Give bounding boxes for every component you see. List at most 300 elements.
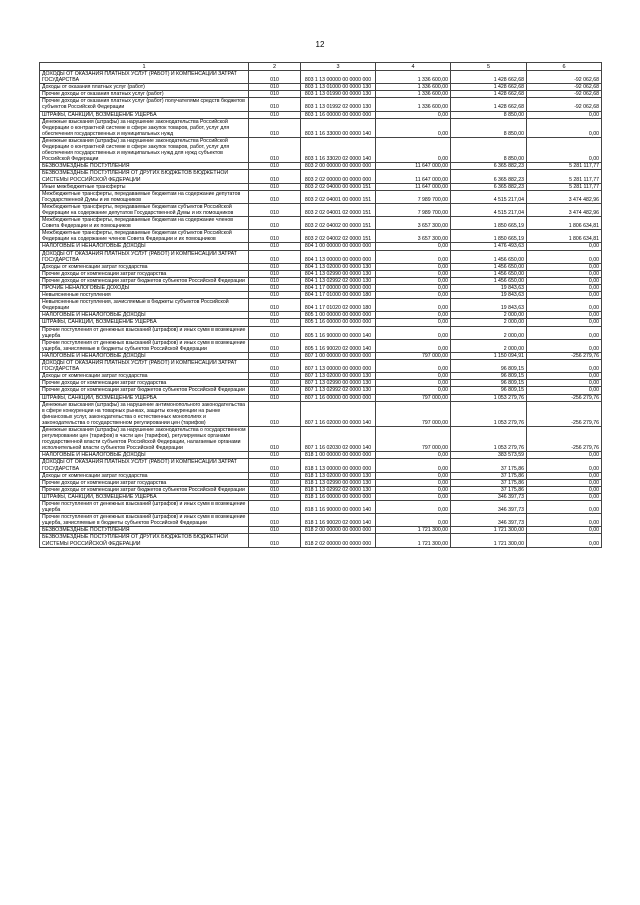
row-name: НАЛОГОВЫЕ И НЕНАЛОГОВЫЕ ДОХОДЫ xyxy=(40,243,249,250)
row-line-code: 010 xyxy=(249,339,301,352)
row-budget-code: 818 1 13 02992 02 0000 130 xyxy=(301,486,376,493)
row-budget-code: 818 2 00 00000 00 0000 000 xyxy=(301,527,376,534)
row-name: Межбюджетные трансферты, передаваемые бюджетам на содержание депутатов Государственной Думы и их помощников xyxy=(40,190,249,203)
row-unexecuted: 1 806 634,81 xyxy=(527,217,602,230)
row-unexecuted: 0,00 xyxy=(527,493,602,500)
row-approved: 797 000,00 xyxy=(376,352,451,359)
row-approved: 11 647 000,00 xyxy=(376,183,451,190)
row-budget-code: 804 1 17 00000 00 0000 000 xyxy=(301,285,376,292)
row-executed: 4 515 217,04 xyxy=(451,203,527,216)
row-executed: 96 809,15 xyxy=(451,360,527,373)
row-executed: 1 456 650,00 xyxy=(451,250,527,263)
table-row xyxy=(40,319,602,326)
table-row xyxy=(40,514,602,527)
row-name: Прочие поступления от денежных взысканий (штрафов) и иных сумм в возмещение ущерба, зачисляемые в бюджеты субъектов Российской Федерации xyxy=(40,514,249,527)
row-name: ШТРАФЫ, САНКЦИИ, ВОЗМЕЩЕНИЕ УЩЕРБА xyxy=(40,394,249,401)
table-row xyxy=(40,183,602,190)
row-executed: 37 175,86 xyxy=(451,472,527,479)
table-row xyxy=(40,527,602,534)
row-budget-code: 803 2 02 00000 00 0000 000 xyxy=(301,170,376,183)
row-approved: 0,00 xyxy=(376,326,451,339)
row-budget-code: 803 2 02 04000 00 0000 151 xyxy=(301,183,376,190)
table-row xyxy=(40,479,602,486)
row-line-code: 010 xyxy=(249,486,301,493)
row-line-code: 010 xyxy=(249,250,301,263)
row-unexecuted: -92 062,68 xyxy=(527,98,602,111)
row-line-code: 010 xyxy=(249,394,301,401)
row-approved: 0,00 xyxy=(376,285,451,292)
table-row xyxy=(40,163,602,170)
row-unexecuted: 0,00 xyxy=(527,299,602,312)
table-row xyxy=(40,373,602,380)
column-header: 6 xyxy=(527,63,602,71)
row-unexecuted: 0,00 xyxy=(527,111,602,118)
row-executed: 1 428 662,68 xyxy=(451,71,527,84)
table-row xyxy=(40,98,602,111)
row-approved: 0,00 xyxy=(376,299,451,312)
row-approved: 0,00 xyxy=(376,312,451,319)
table-row xyxy=(40,339,602,352)
table-row xyxy=(40,203,602,216)
page-number: 12 xyxy=(315,40,325,49)
row-name: НАЛОГОВЫЕ И НЕНАЛОГОВЫЕ ДОХОДЫ xyxy=(40,352,249,359)
row-approved: 1 336 600,00 xyxy=(376,71,451,84)
row-line-code: 010 xyxy=(249,230,301,243)
row-name: Денежные взыскания (штрафы) за нарушение законодательства Российской Федерации о контрактной системе в сфере закупок товаров, работ, услуг для обеспечения государственных и муниципальных нужд xyxy=(40,118,249,137)
row-executed: 1 053 279,76 xyxy=(451,426,527,451)
row-approved: 1 336 600,00 xyxy=(376,84,451,91)
table-row xyxy=(40,312,602,319)
row-name: Прочие доходы от компенсации затрат бюджетов субъектов Российской Федерации xyxy=(40,486,249,493)
row-executed: 1 428 662,68 xyxy=(451,98,527,111)
row-budget-code: 807 1 13 00000 00 0000 000 xyxy=(301,360,376,373)
row-line-code: 010 xyxy=(249,98,301,111)
row-line-code: 010 xyxy=(249,277,301,284)
table-row xyxy=(40,91,602,98)
table-row xyxy=(40,217,602,230)
table-row xyxy=(40,299,602,312)
table-row xyxy=(40,71,602,84)
row-executed: 1 053 279,76 xyxy=(451,401,527,426)
table-row xyxy=(40,137,602,162)
row-budget-code: 803 2 02 04001 02 0000 151 xyxy=(301,203,376,216)
row-unexecuted: 0,00 xyxy=(527,312,602,319)
row-unexecuted: -256 279,76 xyxy=(527,426,602,451)
row-executed: 1 428 662,68 xyxy=(451,84,527,91)
row-approved: 0,00 xyxy=(376,380,451,387)
row-line-code: 010 xyxy=(249,352,301,359)
row-budget-code: 805 1 00 00000 00 0000 000 xyxy=(301,312,376,319)
column-header: 4 xyxy=(376,63,451,71)
table-row xyxy=(40,285,602,292)
row-line-code: 010 xyxy=(249,319,301,326)
row-unexecuted: 0,00 xyxy=(527,250,602,263)
row-budget-code: 804 1 17 01000 00 0000 180 xyxy=(301,292,376,299)
row-executed: 2 000,00 xyxy=(451,312,527,319)
row-unexecuted: 0,00 xyxy=(527,118,602,137)
row-approved: 0,00 xyxy=(376,479,451,486)
row-line-code: 010 xyxy=(249,285,301,292)
row-executed: 1 053 279,76 xyxy=(451,394,527,401)
row-name: ШТРАФЫ, САНКЦИИ, ВОЗМЕЩЕНИЕ УЩЕРБА xyxy=(40,319,249,326)
row-approved: 797 000,00 xyxy=(376,426,451,451)
row-name: БЕЗВОЗМЕЗДНЫЕ ПОСТУПЛЕНИЯ ОТ ДРУГИХ БЮДЖЕТОВ БЮДЖЕТНОЙ СИСТЕМЫ РОССИЙСКОЙ ФЕДЕРАЦИИ xyxy=(40,170,249,183)
row-executed: 37 175,86 xyxy=(451,486,527,493)
row-approved: 0,00 xyxy=(376,486,451,493)
row-budget-code: 818 1 16 90000 00 0000 140 xyxy=(301,501,376,514)
row-name: Невыясненные поступления, зачисляемые в бюджеты субъектов Российской Федерации xyxy=(40,299,249,312)
row-approved: 1 721 300,00 xyxy=(376,527,451,534)
row-line-code: 010 xyxy=(249,401,301,426)
row-approved: 0,00 xyxy=(376,339,451,352)
row-approved: 1 336 600,00 xyxy=(376,98,451,111)
row-approved: 0,00 xyxy=(376,501,451,514)
row-line-code: 010 xyxy=(249,270,301,277)
row-approved: 0,00 xyxy=(376,459,451,472)
row-executed: 8 850,00 xyxy=(451,118,527,137)
row-executed: 346 397,73 xyxy=(451,493,527,500)
row-name: Прочие поступления от денежных взысканий (штрафов) и иных сумм в возмещение ущерба xyxy=(40,501,249,514)
row-unexecuted: 0,00 xyxy=(527,373,602,380)
row-budget-code: 818 1 16 00000 00 0000 000 xyxy=(301,493,376,500)
row-executed: 96 809,15 xyxy=(451,380,527,387)
table-row xyxy=(40,501,602,514)
table-row xyxy=(40,250,602,263)
row-name: Прочие доходы от оказания платных услуг (работ) получателями средств бюджетов субъектов Российской Федерации xyxy=(40,98,249,111)
row-executed: 1 456 650,00 xyxy=(451,263,527,270)
row-line-code: 010 xyxy=(249,183,301,190)
row-executed: 96 809,15 xyxy=(451,373,527,380)
row-budget-code: 807 1 16 00000 00 0000 000 xyxy=(301,394,376,401)
row-unexecuted: 0,00 xyxy=(527,479,602,486)
row-line-code: 010 xyxy=(249,243,301,250)
row-unexecuted: -92 062,68 xyxy=(527,71,602,84)
row-budget-code: 803 1 13 01992 02 0000 130 xyxy=(301,98,376,111)
row-executed: 6 365 882,23 xyxy=(451,183,527,190)
row-approved: 1 721 300,00 xyxy=(376,534,451,547)
row-budget-code: 805 1 16 90000 00 0000 140 xyxy=(301,326,376,339)
row-name: Иные межбюджетные трансферты xyxy=(40,183,249,190)
row-budget-code: 803 1 16 33020 02 0000 140 xyxy=(301,137,376,162)
row-approved: 0,00 xyxy=(376,277,451,284)
row-approved: 0,00 xyxy=(376,243,451,250)
row-approved: 3 657 300,00 xyxy=(376,230,451,243)
row-line-code: 010 xyxy=(249,217,301,230)
row-line-code: 010 xyxy=(249,299,301,312)
table-header-row xyxy=(40,63,602,71)
row-name: ДОХОДЫ ОТ ОКАЗАНИЯ ПЛАТНЫХ УСЛУГ (РАБОТ) И КОМПЕНСАЦИИ ЗАТРАТ ГОСУДАРСТВА xyxy=(40,459,249,472)
row-budget-code: 803 1 16 33000 00 0000 140 xyxy=(301,118,376,137)
row-line-code: 010 xyxy=(249,326,301,339)
row-budget-code: 807 1 16 02030 02 0000 140 xyxy=(301,426,376,451)
row-unexecuted: -92 062,68 xyxy=(527,84,602,91)
row-name: ДОХОДЫ ОТ ОКАЗАНИЯ ПЛАТНЫХ УСЛУГ (РАБОТ) И КОМПЕНСАЦИИ ЗАТРАТ ГОСУДАРСТВА xyxy=(40,250,249,263)
row-line-code: 010 xyxy=(249,111,301,118)
table-row xyxy=(40,459,602,472)
row-line-code: 010 xyxy=(249,137,301,162)
row-name: ШТРАФЫ, САНКЦИИ, ВОЗМЕЩЕНИЕ УЩЕРБА xyxy=(40,493,249,500)
row-budget-code: 803 1 16 00000 00 0000 000 xyxy=(301,111,376,118)
row-line-code: 010 xyxy=(249,459,301,472)
row-approved: 0,00 xyxy=(376,270,451,277)
table-row xyxy=(40,111,602,118)
table-row xyxy=(40,394,602,401)
row-name: ПРОЧИЕ НЕНАЛОГОВЫЕ ДОХОДЫ xyxy=(40,285,249,292)
row-approved: 7 989 700,00 xyxy=(376,203,451,216)
row-name: Доходы от оказания платных услуг (работ) xyxy=(40,84,249,91)
revenue-table xyxy=(39,62,602,548)
row-executed: 6 365 882,23 xyxy=(451,170,527,183)
row-line-code: 010 xyxy=(249,118,301,137)
row-name: БЕЗВОЗМЕЗДНЫЕ ПОСТУПЛЕНИЯ xyxy=(40,163,249,170)
row-approved: 0,00 xyxy=(376,472,451,479)
row-budget-code: 804 1 13 00000 00 0000 000 xyxy=(301,250,376,263)
table-row xyxy=(40,352,602,359)
row-budget-code: 807 1 13 02992 02 0000 130 xyxy=(301,387,376,394)
row-unexecuted: 5 281 117,77 xyxy=(527,163,602,170)
row-line-code: 010 xyxy=(249,203,301,216)
row-approved: 0,00 xyxy=(376,319,451,326)
row-unexecuted: -256 279,76 xyxy=(527,401,602,426)
row-name: ДОХОДЫ ОТ ОКАЗАНИЯ ПЛАТНЫХ УСЛУГ (РАБОТ) И КОМПЕНСАЦИИ ЗАТРАТ ГОСУДАРСТВА xyxy=(40,71,249,84)
column-header: 5 xyxy=(451,63,527,71)
row-unexecuted: 5 281 117,77 xyxy=(527,170,602,183)
row-unexecuted: 0,00 xyxy=(527,339,602,352)
row-approved: 3 657 300,00 xyxy=(376,217,451,230)
row-executed: 19 843,63 xyxy=(451,299,527,312)
row-unexecuted: 0,00 xyxy=(527,472,602,479)
row-unexecuted: 5 281 117,77 xyxy=(527,183,602,190)
row-budget-code: 804 1 13 02992 02 0000 130 xyxy=(301,277,376,284)
column-header: 2 xyxy=(249,63,301,71)
row-approved: 0,00 xyxy=(376,493,451,500)
row-executed: 346 397,73 xyxy=(451,501,527,514)
column-header: 1 xyxy=(40,63,249,71)
table-row xyxy=(40,118,602,137)
table-row xyxy=(40,190,602,203)
row-line-code: 010 xyxy=(249,501,301,514)
table-row xyxy=(40,534,602,547)
table-row xyxy=(40,472,602,479)
row-line-code: 010 xyxy=(249,163,301,170)
row-line-code: 010 xyxy=(249,514,301,527)
row-line-code: 010 xyxy=(249,190,301,203)
row-unexecuted: 0,00 xyxy=(527,452,602,459)
table-row xyxy=(40,170,602,183)
row-unexecuted: 0,00 xyxy=(527,387,602,394)
row-executed: 383 573,59 xyxy=(451,452,527,459)
row-line-code: 010 xyxy=(249,452,301,459)
row-name: Межбюджетные трансферты, передаваемые бюджетам на содержание членов Совета Федерации и их помощников xyxy=(40,217,249,230)
row-budget-code: 805 1 16 00000 00 0000 000 xyxy=(301,319,376,326)
row-executed: 37 175,86 xyxy=(451,479,527,486)
row-approved: 0,00 xyxy=(376,292,451,299)
row-unexecuted: 0,00 xyxy=(527,270,602,277)
row-budget-code: 818 1 13 00000 00 0000 000 xyxy=(301,459,376,472)
row-approved: 797 000,00 xyxy=(376,401,451,426)
row-executed: 96 809,15 xyxy=(451,387,527,394)
row-line-code: 010 xyxy=(249,91,301,98)
row-unexecuted: 0,00 xyxy=(527,277,602,284)
row-executed: 2 000,00 xyxy=(451,326,527,339)
row-name: Прочие поступления от денежных взысканий (штрафов) и иных сумм в возмещение ущерба xyxy=(40,326,249,339)
row-budget-code: 803 1 13 00000 00 0000 000 xyxy=(301,71,376,84)
row-budget-code: 804 1 17 01020 02 0000 180 xyxy=(301,299,376,312)
row-approved: 11 647 000,00 xyxy=(376,163,451,170)
row-executed: 1 850 665,19 xyxy=(451,217,527,230)
row-approved: 0,00 xyxy=(376,373,451,380)
row-executed: 1 456 650,00 xyxy=(451,270,527,277)
row-unexecuted: -92 062,68 xyxy=(527,91,602,98)
row-line-code: 010 xyxy=(249,360,301,373)
row-line-code: 010 xyxy=(249,387,301,394)
row-name: БЕЗВОЗМЕЗДНЫЕ ПОСТУПЛЕНИЯ xyxy=(40,527,249,534)
row-name: БЕЗВОЗМЕЗДНЫЕ ПОСТУПЛЕНИЯ ОТ ДРУГИХ БЮДЖЕТОВ БЮДЖЕТНОЙ СИСТЕМЫ РОССИЙСКОЙ ФЕДЕРАЦИИ xyxy=(40,534,249,547)
row-line-code: 010 xyxy=(249,472,301,479)
table-row xyxy=(40,326,602,339)
row-approved: 0,00 xyxy=(376,387,451,394)
row-name: Доходы от компенсации затрат государства xyxy=(40,472,249,479)
row-name: Прочие доходы от компенсации затрат государства xyxy=(40,270,249,277)
row-unexecuted: 0,00 xyxy=(527,360,602,373)
row-budget-code: 807 1 00 00000 00 0000 000 xyxy=(301,352,376,359)
row-executed: 4 515 217,04 xyxy=(451,190,527,203)
row-executed: 1 721 300,00 xyxy=(451,527,527,534)
row-budget-code: 807 1 13 02990 00 0000 130 xyxy=(301,380,376,387)
row-name: ДОХОДЫ ОТ ОКАЗАНИЯ ПЛАТНЫХ УСЛУГ (РАБОТ) И КОМПЕНСАЦИИ ЗАТРАТ ГОСУДАРСТВА xyxy=(40,360,249,373)
row-line-code: 010 xyxy=(249,292,301,299)
row-executed: 2 000,00 xyxy=(451,339,527,352)
row-line-code: 010 xyxy=(249,373,301,380)
row-line-code: 010 xyxy=(249,263,301,270)
row-executed: 2 000,00 xyxy=(451,319,527,326)
row-budget-code: 803 2 02 04001 00 0000 151 xyxy=(301,190,376,203)
table-row xyxy=(40,292,602,299)
row-unexecuted: 0,00 xyxy=(527,486,602,493)
table-row xyxy=(40,401,602,426)
row-budget-code: 805 1 16 90020 02 0000 140 xyxy=(301,339,376,352)
row-approved: 0,00 xyxy=(376,137,451,162)
row-line-code: 010 xyxy=(249,426,301,451)
row-unexecuted: 0,00 xyxy=(527,263,602,270)
column-header: 3 xyxy=(301,63,376,71)
row-approved: 0,00 xyxy=(376,118,451,137)
row-executed: 8 850,00 xyxy=(451,111,527,118)
table-row xyxy=(40,452,602,459)
row-unexecuted: 3 474 482,96 xyxy=(527,203,602,216)
row-name: Доходы от компенсации затрат государства xyxy=(40,373,249,380)
row-unexecuted: 0,00 xyxy=(527,534,602,547)
row-budget-code: 803 2 02 04002 02 0000 151 xyxy=(301,230,376,243)
row-name: Прочие доходы от компенсации затрат государства xyxy=(40,380,249,387)
table-row xyxy=(40,486,602,493)
row-approved: 0,00 xyxy=(376,111,451,118)
row-budget-code: 807 1 13 02000 00 0000 130 xyxy=(301,373,376,380)
row-name: Прочие доходы от компенсации затрат бюджетов субъектов Российской Федерации xyxy=(40,387,249,394)
row-executed: 1 721 300,00 xyxy=(451,534,527,547)
row-name: Прочие доходы от компенсации затрат бюджетов субъектов Российской Федерации xyxy=(40,277,249,284)
table-row xyxy=(40,84,602,91)
row-unexecuted: 0,00 xyxy=(527,326,602,339)
row-line-code: 010 xyxy=(249,493,301,500)
row-name: Доходы от компенсации затрат государства xyxy=(40,263,249,270)
row-budget-code: 804 1 13 02000 00 0000 130 xyxy=(301,263,376,270)
row-name: НАЛОГОВЫЕ И НЕНАЛОГОВЫЕ ДОХОДЫ xyxy=(40,452,249,459)
row-approved: 11 647 000,00 xyxy=(376,170,451,183)
table-row xyxy=(40,426,602,451)
row-line-code: 010 xyxy=(249,380,301,387)
row-executed: 346 397,73 xyxy=(451,514,527,527)
row-name: Невыясненные поступления xyxy=(40,292,249,299)
table-row xyxy=(40,380,602,387)
table-row xyxy=(40,360,602,373)
row-approved: 0,00 xyxy=(376,514,451,527)
row-unexecuted: -256 279,76 xyxy=(527,352,602,359)
table-row xyxy=(40,277,602,284)
row-unexecuted: 0,00 xyxy=(527,243,602,250)
row-budget-code: 818 2 02 00000 00 0000 000 xyxy=(301,534,376,547)
row-line-code: 010 xyxy=(249,170,301,183)
row-unexecuted: 0,00 xyxy=(527,380,602,387)
row-line-code: 010 xyxy=(249,71,301,84)
row-unexecuted: 0,00 xyxy=(527,319,602,326)
row-budget-code: 803 1 13 01000 00 0000 130 xyxy=(301,84,376,91)
row-unexecuted: 0,00 xyxy=(527,292,602,299)
row-executed: 19 843,63 xyxy=(451,292,527,299)
row-unexecuted: -256 279,76 xyxy=(527,394,602,401)
row-budget-code: 804 1 13 02990 00 0000 130 xyxy=(301,270,376,277)
row-approved: 1 336 600,00 xyxy=(376,91,451,98)
row-budget-code: 818 1 16 90020 02 0000 140 xyxy=(301,514,376,527)
table-row xyxy=(40,263,602,270)
row-name: ШТРАФЫ, САНКЦИИ, ВОЗМЕЩЕНИЕ УЩЕРБА xyxy=(40,111,249,118)
row-budget-code: 807 1 16 02000 00 0000 140 xyxy=(301,401,376,426)
row-executed: 1 850 665,19 xyxy=(451,230,527,243)
row-executed: 1 456 650,00 xyxy=(451,277,527,284)
row-unexecuted: 3 474 482,96 xyxy=(527,190,602,203)
table-row xyxy=(40,243,602,250)
row-approved: 0,00 xyxy=(376,263,451,270)
row-unexecuted: 0,00 xyxy=(527,527,602,534)
table-row xyxy=(40,230,602,243)
row-line-code: 010 xyxy=(249,84,301,91)
row-unexecuted: 0,00 xyxy=(527,285,602,292)
row-executed: 1 476 493,63 xyxy=(451,243,527,250)
row-executed: 1 428 662,68 xyxy=(451,91,527,98)
row-approved: 7 989 700,00 xyxy=(376,190,451,203)
table-row xyxy=(40,270,602,277)
row-approved: 0,00 xyxy=(376,452,451,459)
row-name: Прочие доходы от компенсации затрат государства xyxy=(40,479,249,486)
row-line-code: 010 xyxy=(249,534,301,547)
row-unexecuted: 0,00 xyxy=(527,459,602,472)
row-approved: 0,00 xyxy=(376,360,451,373)
row-unexecuted: 0,00 xyxy=(527,137,602,162)
row-approved: 0,00 xyxy=(376,250,451,263)
row-executed: 1 150 094,91 xyxy=(451,352,527,359)
row-name: Межбюджетные трансферты, передаваемые бюджетам субъектов Российской Федерации на содержание членов Совета Федерации и их помощников xyxy=(40,230,249,243)
row-line-code: 010 xyxy=(249,479,301,486)
row-budget-code: 804 1 00 00000 00 0000 000 xyxy=(301,243,376,250)
row-name: Межбюджетные трансферты, передаваемые бюджетам субъектов Российской Федерации на содержание депутатов Государственной Думы и их помощников xyxy=(40,203,249,216)
row-name: Прочие доходы от оказания платных услуг (работ) xyxy=(40,91,249,98)
row-name: Прочие поступления от денежных взысканий (штрафов) и иных сумм в возмещение ущерба, зачисляемые в бюджеты субъектов Российской Федерации xyxy=(40,339,249,352)
row-budget-code: 803 2 00 00000 00 0000 000 xyxy=(301,163,376,170)
row-line-code: 010 xyxy=(249,527,301,534)
row-name: Денежные взыскания (штрафы) за нарушение законодательства Российской Федерации о контрактной системе в сфере закупок товаров, работ, услуг для обеспечения государственных и муниципальных нужд для нужд субъектов Российской Федерации xyxy=(40,137,249,162)
row-line-code: 010 xyxy=(249,312,301,319)
row-name: НАЛОГОВЫЕ И НЕНАЛОГОВЫЕ ДОХОДЫ xyxy=(40,312,249,319)
